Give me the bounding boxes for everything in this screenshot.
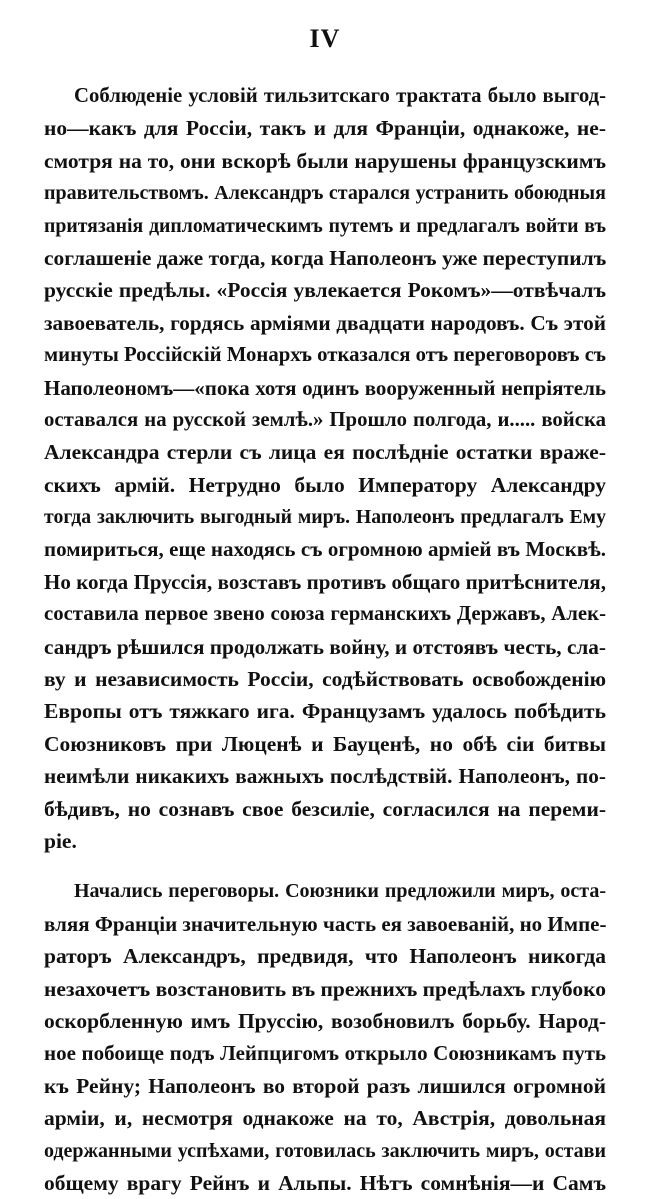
text-line: смотря на то, они вскорѣ были нарушены французскимъ [44,148,606,173]
text-line: сандръ рѣшился продолжать войну, и отстоявъ честь, сла- [44,634,606,659]
body-text [44,80,606,1199]
text-line: одержанными успѣхами, готовилась заключить миръ, остави [44,1139,606,1162]
text-line: Но когда Пруссія, возставъ противъ общаго притѣснителя, [44,569,606,594]
text-line: раторъ Александръ, предвидя, что Наполеонъ никогда [44,944,606,969]
text-line: Европы отъ тяжкаго ига. Французамъ удалось побѣдить [44,699,606,724]
text-line: помириться, еще находясь съ огромною арміей въ Москвѣ. [44,537,606,562]
text-line: тогда заключить выгодный миръ. Наполеонъ предлагалъ Ему [44,506,606,529]
paragraph-1 [44,80,606,857]
text-line: бѣдивъ, но сознавъ свое безсиліе, согласился на переми- [44,796,606,821]
text-line: къ Рейну; Наполеонъ во второй разъ лишился огромной [44,1073,606,1098]
text-line: русскіе предѣлы. «Россія увлекается Рокомъ»—отвѣчалъ [44,278,606,303]
text-line: правительствомъ. Александръ старался устранить обоюдныя [44,182,606,205]
text-line: Александра стерли съ лица ея послѣдніе остатки враже- [44,440,606,465]
text-line: незахочетъ возстановить въ прежнихъ предѣлахъ глубоко [44,976,606,1001]
text-line: соглашеніе даже тогда, когда Наполеонъ уже переступилъ [44,245,607,270]
text-line: ву и независимость Россіи, содѣйствовать освобожденію [44,667,606,692]
text-line: Наполеономъ—«пока хотя одинъ вооруженный непріятель [44,375,606,400]
paragraph-gap [44,857,606,875]
page-number: IV [309,24,341,53]
paragraph-2 [44,875,606,1199]
text-line: арміи, и, несмотря однакоже на то, Австрія, довольная [44,1106,606,1131]
text-line: скихъ армій. Нетрудно было Императору Александру [44,472,606,497]
text-line: Начались переговоры. Союзники предложили миръ, оста- [74,880,606,903]
text-line: Соблюденіе условій тильзитскаго трактата было выгод- [74,85,606,107]
text-line: составила первое звено союза германскихъ Державъ, Алек- [44,603,606,626]
text-line: оскорбленную имъ Пруссію, возобновилъ борьбу. Народ- [44,1008,606,1033]
text-line: общему врагу Рейнъ и Альпы. Нѣтъ сомнѣнія—и Самъ [44,1170,606,1195]
text-line: ріе. [44,828,77,853]
text-line: оставался на русской землѣ.» Прошло полгода, и..... войска [44,408,606,431]
text-line: неимѣли никакихъ важныхъ послѣдствій. Наполеонъ, по- [44,764,606,789]
text-line: но—какъ для Россіи, такъ и для Франціи, однакоже, не- [44,116,606,141]
text-line: Союзниковъ при Люценѣ и Бауценѣ, но обѣ сіи битвы [44,731,606,756]
text-line: завоеватель, гордясь арміями двадцати народовъ. Съ этой [44,310,606,335]
text-line: притязанія дипломатическимъ путемъ и предлагалъ войти въ [44,214,606,237]
text-line: вляя Франціи значительную часть ея завоеваній, но Импе- [44,911,607,936]
text-line: минуты Россійскій Монархъ отказался отъ переговоровъ съ [44,344,607,367]
text-line: ное побоище подъ Лейпцигомъ открыло Союзникамъ путь [44,1041,606,1066]
